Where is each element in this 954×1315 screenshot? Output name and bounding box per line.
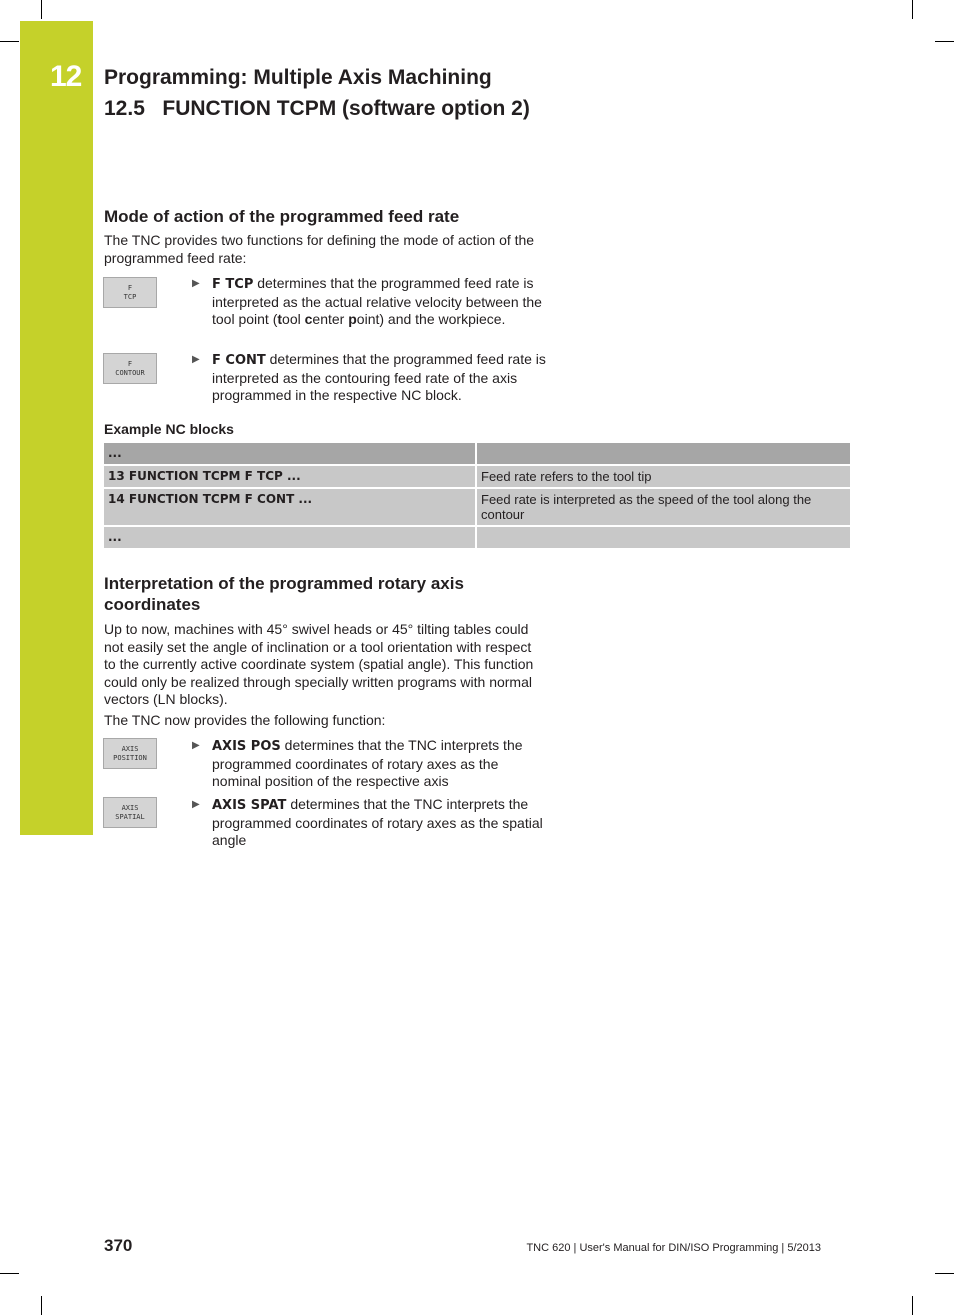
keyword: AXIS POS [212,739,281,754]
bullet-arrow-icon: ▶ [192,278,200,289]
table-row [104,466,850,487]
softkey-label: AXIS [121,744,139,753]
crop-mark [0,41,19,42]
softkey-label: CONTOUR [115,368,145,377]
crop-mark [41,0,42,19]
chapter-title: Programming: Multiple Axis Machining [104,66,492,89]
softkey-label: POSITION [113,753,147,762]
feed-intro: The TNC provides two functions for defining the mode of action of the programmed feed rate: [104,232,535,266]
keyword: AXIS SPAT [212,798,287,813]
chapter-tab [20,21,93,835]
keyword: F CONT [212,353,266,368]
nc-desc: Feed rate refers to the tool tip [477,466,850,487]
table-row [104,443,850,464]
bullet-arrow-icon: ▶ [192,740,200,751]
f-cont-description: F CONT determines that the programmed feed rate is interpreted as the contouring feed rate of the axis programmed in the respective NC block. [212,351,546,403]
nc-desc [477,443,850,464]
bullet-arrow-icon: ▶ [192,799,200,810]
section-title: 12.5 FUNCTION TCPM (software option 2) [104,97,530,120]
page-number: 370 [104,1236,133,1255]
nc-code: ... [104,443,475,464]
softkey-axis-position[interactable] [103,738,157,769]
bullet-arrow-icon: ▶ [192,354,200,365]
nc-code: 14 FUNCTION TCPM F CONT ... [104,489,475,525]
example-label: Example NC blocks [104,421,234,437]
nc-desc: Feed rate is interpreted as the speed of the tool along the contour [477,489,850,525]
softkey-label: F [127,283,133,292]
crop-mark [935,41,954,42]
chapter-number: 12 [50,60,82,93]
axis-spat-description: AXIS SPAT determines that the TNC interprets the programmed coordinates of rotary axes as the spatial angle [212,796,543,848]
nc-code: ... [104,527,475,548]
crop-mark [0,1273,19,1274]
softkey-f-tcp[interactable] [103,277,157,308]
rotary-para: Up to now, machines with 45° swivel heads or 45° tilting tables could not easily set the angle of inclination or a tool orientation with respect to the currently active coordinate system (spatial angle). This function could only be realized through specially written programs with normal vectors (LN blocks). [104,621,534,707]
softkey-label: TCP [123,292,137,301]
softkey-axis-spatial[interactable] [103,797,157,828]
footer-text: TNC 620 | User's Manual for DIN/ISO Programming | 5/2013 [526,1242,821,1254]
crop-mark [41,1296,42,1315]
softkey-label: SPATIAL [115,812,145,821]
table-row [104,489,850,525]
crop-mark [912,0,913,19]
rotary-para2: The TNC now provides the following function: [104,712,386,728]
f-tcp-description: F TCP determines that the programmed feed rate is interpreted as the actual relative velocity between the tool point (tool center point) and the workpiece. [212,275,542,327]
nc-code: 13 FUNCTION TCPM F TCP ... [104,466,475,487]
axis-pos-description: AXIS POS determines that the TNC interprets the programmed coordinates of rotary axes as the nominal position of the respective axis [212,737,523,789]
feed-heading: Mode of action of the programmed feed rate [104,207,460,226]
softkey-label: AXIS [121,803,139,812]
rotary-heading: Interpretation of the programmed rotary axis coordinates [104,574,464,614]
nc-desc [477,527,850,548]
table-row [104,527,850,548]
crop-mark [912,1296,913,1315]
crop-mark [935,1273,954,1274]
keyword: F TCP [212,277,254,292]
softkey-label: F [127,359,133,368]
softkey-f-contour[interactable] [103,353,157,384]
